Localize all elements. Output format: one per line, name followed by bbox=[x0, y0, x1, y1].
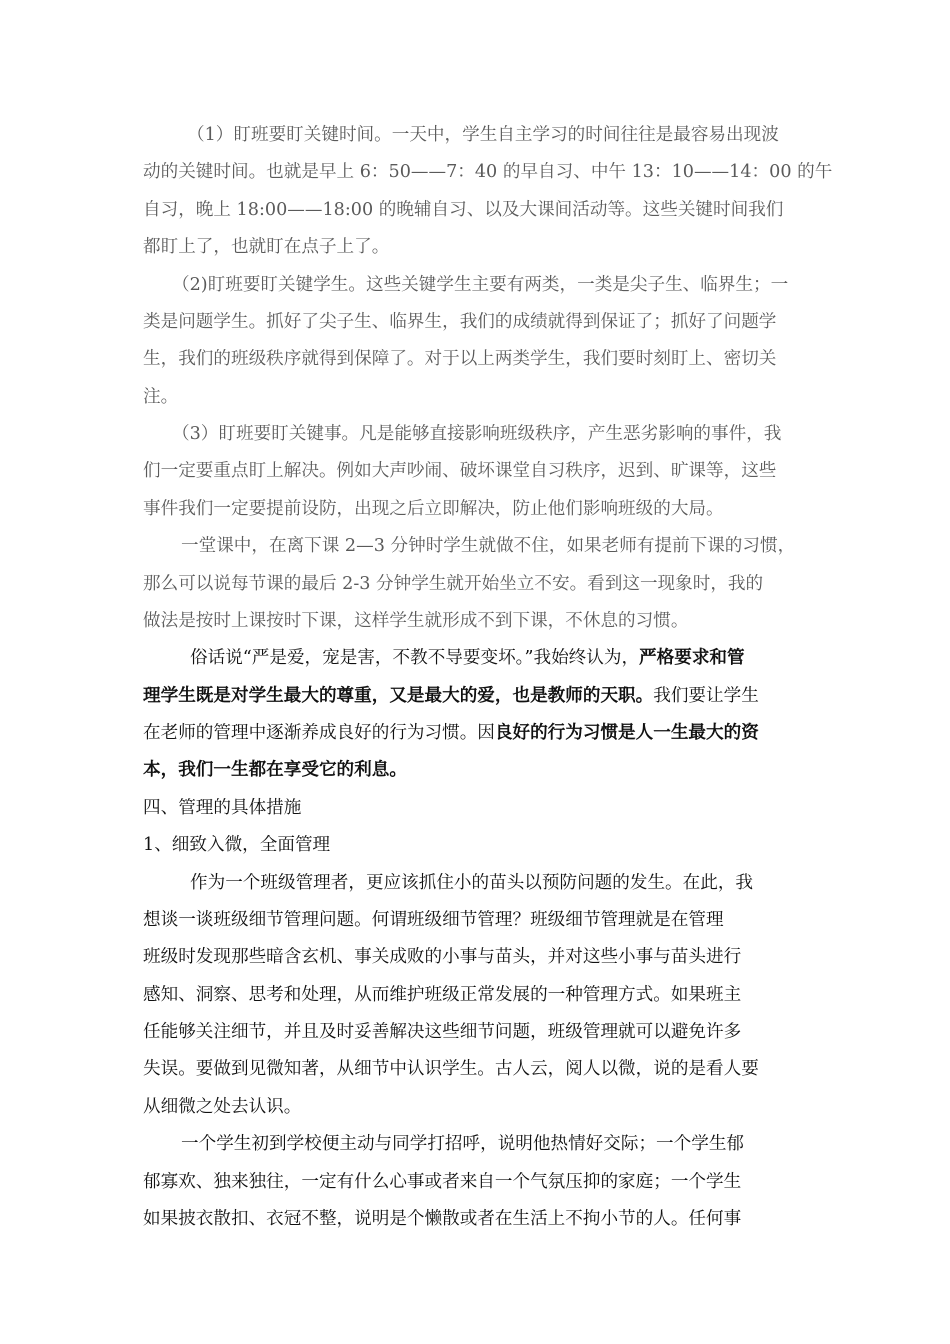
para-6-line-7: 从细微之处去认识。 bbox=[143, 1097, 302, 1117]
para-6-line-3: 班级时发现那些暗含玄机、事关成败的小事与苗头，并对这些小事与苗头进行 bbox=[143, 947, 742, 967]
para-7-line-2: 郁寡欢、独来独往，一定有什么心事或者来自一个气氛压抑的家庭；一个学生 bbox=[143, 1172, 742, 1192]
para-7-line-3: 如果披衣散扣、衣冠不整，说明是个懒散或者在生活上不拘小节的人。任何事 bbox=[143, 1209, 742, 1229]
bold-emphasis: 本，我们一生都在享受它的利息。 bbox=[143, 759, 407, 780]
para-6-line-6: 失误。要做到见微知著，从细节中认识学生。古人云，阅人以微，说的是看人要 bbox=[143, 1059, 759, 1079]
para-6-line-5: 任能够关注细节，并且及时妥善解决这些细节问题，班级管理就可以避免许多 bbox=[143, 1022, 742, 1042]
para-3-line-2: 们一定要重点盯上解决。例如大声吵闹、破坏课堂自习秩序，迟到、旷课等，这些 bbox=[143, 461, 777, 481]
para-1-line-3: 自习，晚上 18:00——18:00 的晚辅自习、以及大课间活动等。这些关键时间我们 bbox=[143, 200, 784, 220]
para-4-line-1: 一堂课中，在离下课 2—3 分钟时学生就做不住，如果老师有提前下课的习惯， bbox=[181, 536, 796, 556]
subsection-heading: 1、细致入微，全面管理 bbox=[143, 835, 331, 855]
para-5-line-1: 俗话说“严是爱，宠是害，不教不导要变坏。”我始终认为，严格要求和管 bbox=[190, 647, 745, 668]
bold-emphasis: 严格要求和管 bbox=[639, 647, 745, 668]
para-6-line-2: 想谈一谈班级细节管理问题。何谓班级细节管理？班级细节管理就是在管理 bbox=[143, 910, 724, 930]
para-2-line-3: 生，我们的班级秩序就得到保障了。对于以上两类学生，我们要时刻盯上、密切关 bbox=[143, 349, 777, 369]
section-heading: 四、管理的具体措施 bbox=[143, 798, 302, 818]
para-7-line-1: 一个学生初到学校便主动与同学打招呼，说明他热情好交际；一个学生郁 bbox=[181, 1134, 745, 1154]
para-2-line-2: 类是问题学生。抓好了尖子生、临界生，我们的成绩就得到保证了；抓好了问题学 bbox=[143, 312, 777, 332]
para-5-line-4 bbox=[143, 758, 407, 782]
para-1-line-4: 都盯上了，也就盯在点子上了。 bbox=[143, 237, 390, 257]
para-5-line-3: 在老师的管理中逐渐养成良好的行为习惯。因良好的行为习惯是人一生最大的资 bbox=[143, 722, 759, 743]
para-2-line-1: （2)盯班要盯关键学生。这些关键学生主要有两类，一类是尖子生、临界生；一 bbox=[172, 275, 789, 295]
para-4-line-2: 那么可以说每节课的最后 2-3 分钟学生就开始坐立不安。看到这一现象时，我的 bbox=[143, 574, 764, 594]
para-6-line-1: 作为一个班级管理者，更应该抓住小的苗头以预防问题的发生。在此，我 bbox=[190, 873, 754, 893]
para-3-line-3: 事件我们一定要提前设防，出现之后立即解决，防止他们影响班级的大局。 bbox=[143, 499, 724, 519]
para-2-line-4: 注。 bbox=[143, 387, 179, 407]
para-1-line-2: 动的关键时间。也就是早上 6：50——7：40 的早自习、中午 13：10——14：00 的午 bbox=[143, 162, 833, 182]
para-1-line-1: （1）盯班要盯关键时间。一天中，学生自主学习的时间往往是最容易出现波 bbox=[187, 125, 779, 145]
bold-emphasis: 良好的行为习惯是人一生最大的资 bbox=[494, 722, 759, 743]
bold-emphasis: 理学生既是对学生最大的尊重，又是最大的爱，也是教师的天职。 bbox=[143, 685, 654, 706]
para-6-line-4: 感知、洞察、思考和处理，从而维护班级正常发展的一种管理方式。如果班主 bbox=[143, 985, 742, 1005]
para-3-line-1: （3）盯班要盯关键事。凡是能够直接影响班级秩序，产生恶劣影响的事件，我 bbox=[172, 424, 782, 444]
para-5-line-2: 理学生既是对学生最大的尊重，又是最大的爱，也是教师的天职。我们要让学生 bbox=[143, 685, 759, 706]
para-4-line-3: 做法是按时上课按时下课，这样学生就形成不到下课，不休息的习惯。 bbox=[143, 611, 689, 631]
